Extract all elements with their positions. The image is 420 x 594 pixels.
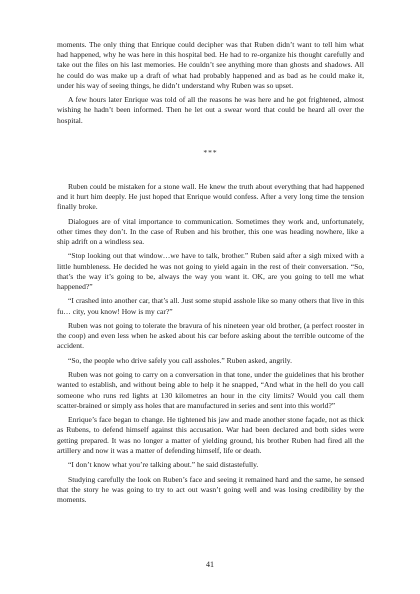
section-two [57, 182, 364, 505]
page-number: 41 [206, 560, 214, 569]
paragraph: Enrique’s face began to change. He tightened his jaw and made another stone façade, not as thick as Rubens, to defend himself against this accusation. War had been declared and both sides were getting prepared. It was no longer a matter of yielding ground, his brother Ruben had fired all the artillery and now it was a matter of defending himself, life or death. [57, 415, 364, 455]
paragraph: moments. The only thing that Enrique could decipher was that Ruben didn’t want to tell him what had happened, why he was here in this hospital bed. He had to re-organize his thought carefully and take out the files on his last memories. He couldn’t see anything more than ghosts and shadows. All he could do was make up a draft of what had probably happened and as bad as he could make it, under his way of seeing things, he didn’t understand why Ruben was so upset. [57, 40, 364, 90]
paragraph: Studying carefully the look on Ruben’s face and seeing it remained hard and the same, he sensed that the story he was going to try to act out wasn’t going well and was losing credibility by the moments. [57, 474, 364, 504]
paragraph: Dialogues are of vital importance to communication. Sometimes they work and, unfortunately, other times they don’t. In the case of Ruben and his brother, this one was heading nowhere, like a ship adrift on a windless sea. [57, 216, 364, 247]
section-one [57, 40, 364, 126]
paragraph: “So, the people who drive safely you call assholes.” Ruben asked, angrily. [68, 355, 292, 365]
paragraph: Ruben was not going to tolerate the bravura of his nineteen year old brother, (a perfect rooster in the coop) and even less when he asked about his car before asking about the terrible outcome of the accident. [57, 321, 364, 351]
paragraph: A few hours later Enrique was told of all the reasons he was here and he got frightened, almost wishing he hadn’t been informed. Then he let out a swear word that could be heard all over the hospital. [57, 95, 364, 125]
paragraph: Ruben could be mistaken for a stone wall. He knew the truth about everything that had happened and it hurt him deeply. He just hoped that Enrique would confess. After a very long time the tension finally broke. [57, 181, 364, 212]
paragraph: “Stop looking out that window…we have to talk, brother.” Ruben said after a sigh mixed with a little humbleness. He decided he was not going to yield again in the rest of their conversation. “So, that’s the way it’s going to be, always the way you want it. OK, are you going to tell me what happened?” [57, 251, 364, 292]
paragraph: “I don’t know what you’re talking about.” he said distastefully. [68, 460, 259, 470]
section-separator: *** [203, 147, 218, 157]
paragraph: Ruben was not going to carry on a conversation in that tone, under the guidelines that his brother wanted to establish, and without being able to help it he snapped, “And what in the hell do you call someone who runs red lights at 130 kilometres an hour in the city limits? Would you call them scatter-brained or simply ass holes that are manufactured in series and sent into this world?” [57, 370, 364, 410]
paragraph: “I crashed into another car, that’s all. Just some stupid asshole like so many others that live in this fu… city, you know! How is my car?” [57, 296, 364, 316]
